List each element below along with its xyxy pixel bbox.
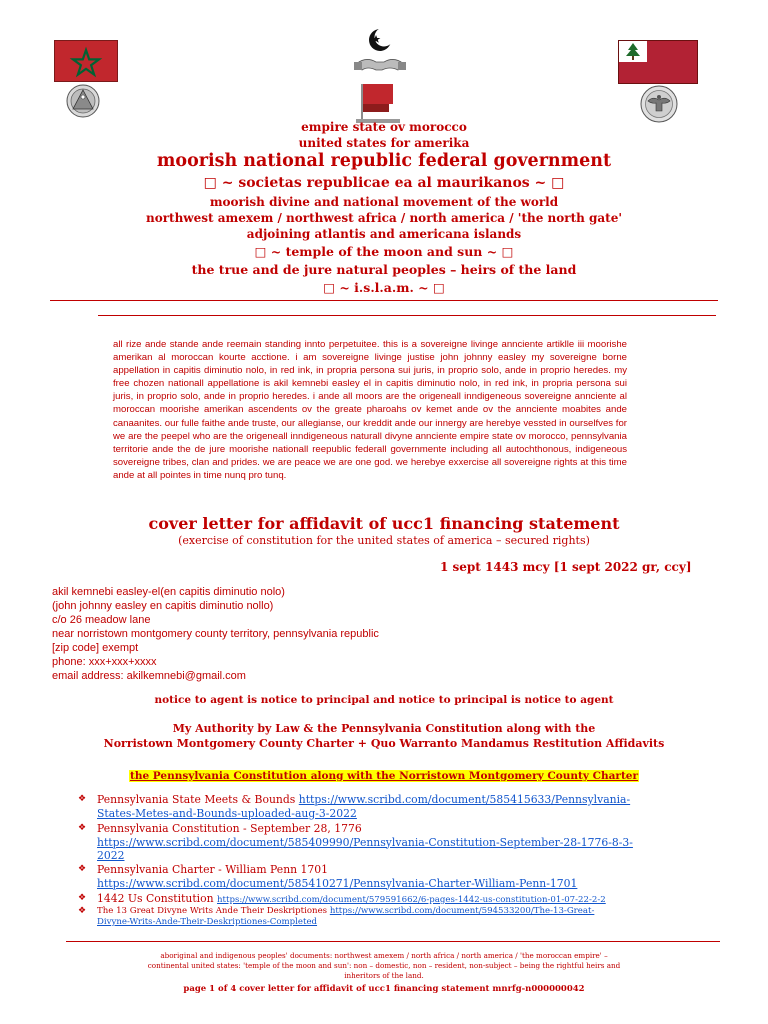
footer-line-3: inheritors of the land. <box>344 971 424 980</box>
list-item-link-continued[interactable]: States-Metes-and-Bounds-uploaded-aug-3-2022 <box>97 806 357 820</box>
date-line: 1 sept 1443 mcy [1 sept 2022 gr, ccy] <box>440 560 692 574</box>
highlight-heading: the Pennsylvania Constitution along with the Norristown Montgomery County Charter <box>129 770 639 782</box>
diamond-bullet-icon: ❖ <box>78 794 87 804</box>
header-line-united-states: united states for amerika <box>298 136 470 150</box>
authority-line-2: Norristown Montgomery County Charter + Quo Warranto Mandamus Restitution Affidavits <box>103 737 665 750</box>
list-item-label: The 13 Great Divyne Writs Ande Their Deskriptiones <box>97 906 328 916</box>
header-line-natural-peoples: the true and de jure natural peoples – heirs of the land <box>191 262 577 277</box>
highlight-heading-wrapper <box>0 764 768 783</box>
authority-line-1: My Authority by Law & the Pennsylvania Constitution along with the <box>172 722 596 735</box>
address-name-line: akil kemnebi easley-el(en capitis diminutio nolo) <box>52 586 285 598</box>
list-item-link[interactable]: https://www.scribd.com/document/579591662/6-pages-1442-us-constitution-01-07-22-2-2 <box>217 895 606 905</box>
header-line-temple: □ ~ temple of the moon and sun ~ □ <box>254 244 514 259</box>
list-item-label: Pennsylvania State Meets & Bounds <box>97 793 296 806</box>
cover-letter-title: cover letter for affidavit of ucc1 financing statement <box>148 514 620 533</box>
notice-line: notice to agent is notice to principal and notice to principal is notice to agent <box>154 694 614 706</box>
sovereignty-declaration-paragraph: all rize ande stande ande reemain standing innto perpetuitee. this is a sovereigne livinge annciente artiklle iii moorishe amerikan al moroccan kourte acctione. i am sovereigne livinge justise john johnny easley my sovereigne borne appellation in capitis diminutio nolo, in red ink, in propria persona sui juris, in proprio solo, ande in proprio heredes. my free chozen nationall appellatione is akil kemnebi easley el in capitis diminutio nolo, in red ink, in propria persona sui juris, in proprio solo, ande in proprio heredes. i ande all moors are the origeneall inndigeneous sovereigne annciente al moroccan moorishe amerikan ascendents ov the greate pharoahs ov kemet ande ov the annciente moabites ande canaanites. our fulle faithe ande truste, our allegianse, our kreddit ande our innergy are herebye vessted in ourselfves for we are the peepel who are the origeneall inndigeneous naturall divyne annciente empire state ov morocco, pennsylvania territorie ande the de jure moorishe nationall reepublic federall governmente including all autochthonous, indigeneous sovereigne tribes, clan and prides. we are peace we are one god. we herebye exxercise all sovereigne rights at this time ande at all pointes in time nunq pro tunq. <box>113 339 627 481</box>
list-item-link-continued[interactable]: Divyne-Writs-Ande-Their-Deskriptiones-Completed <box>97 917 318 927</box>
header-line-empire-state: empire state ov morocco <box>301 120 467 134</box>
header-line-movement: moorish divine and national movement of the world <box>209 195 559 209</box>
address-email-line: email address: akilkemnebi@gmail.com <box>52 670 246 682</box>
list-item-link[interactable]: https://www.scribd.com/document/585415633/Pennsylvania- <box>298 793 631 806</box>
green-star-icon <box>55 41 117 81</box>
diamond-bullet-icon: ❖ <box>78 823 87 833</box>
header-line-northwest-amexem: northwest amexem / northwest africa / north america / 'the north gate' <box>145 211 623 225</box>
header-line-societas: □ ~ societas republicae ea al maurikanos ~ □ <box>203 175 565 191</box>
list-item-link[interactable]: https://www.scribd.com/document/585410271/Pennsylvania-Charter-William-Penn-1701 <box>97 876 578 890</box>
diamond-bullet-icon: ❖ <box>78 893 87 903</box>
footer-line-2: continental united states: 'temple of the moon and sun': non – domestic, non – resident, non-subject – being the rightful heirs and <box>147 961 621 970</box>
list-item-label: Pennsylvania Constitution - September 28, 1776 <box>97 822 362 835</box>
morocco-flag-image <box>54 40 118 82</box>
address-territory-line: near norristown montgomery county territory, pennsylvania republic <box>52 628 379 640</box>
list-item-link-continued[interactable]: 2022 <box>97 849 125 862</box>
cover-letter-subtitle: (exercise of constitution for the united states of america – secured rights) <box>178 534 590 547</box>
pine-tree-icon <box>619 41 647 62</box>
list-item-link[interactable]: https://www.scribd.com/document/594533200/The-13-Great- <box>329 906 595 916</box>
pyramid-seal-image <box>66 84 100 118</box>
header-line-atlantis: adjoining atlantis and americana islands <box>246 227 522 241</box>
address-birth-name-line: (john johnny easley en capitis diminutio nollo) <box>52 600 274 612</box>
header-divider-bottom <box>98 315 716 316</box>
address-zip-line: [zip code] exempt <box>52 642 139 654</box>
page-footer-line: page 1 of 4 cover letter for affidavit of ucc1 financing statement mnrfg-n000000042 <box>183 984 585 994</box>
diamond-bullet-icon: ❖ <box>78 906 87 916</box>
list-item-label: 1442 Us Constitution <box>97 892 214 905</box>
crescent-handshake-emblem <box>352 26 408 126</box>
diamond-bullet-icon: ❖ <box>78 864 87 874</box>
address-street-line: c/o 26 meadow lane <box>52 614 151 626</box>
address-phone-line: phone: xxx+xxx+xxxx <box>52 656 157 668</box>
footer-divider <box>66 941 720 942</box>
header-line-islam: □ ~ i.s.l.a.m. ~ □ <box>323 280 445 295</box>
header-divider-top <box>50 300 718 301</box>
header-line-government: moorish national republic federal government <box>156 151 612 171</box>
pine-tree-flag-image <box>618 40 698 84</box>
eagle-seal-image <box>640 85 678 123</box>
list-item-link[interactable]: https://www.scribd.com/document/585409990/Pennsylvania-Constitution-September-28-1776-8-3- <box>97 835 633 849</box>
footer-line-1: aboriginal and indigenous peoples' documents: northwest amexem / north africa / north america / 'the moroccan empire' – <box>160 951 608 960</box>
list-item-label: Pennsylvania Charter - William Penn 1701 <box>97 863 329 876</box>
